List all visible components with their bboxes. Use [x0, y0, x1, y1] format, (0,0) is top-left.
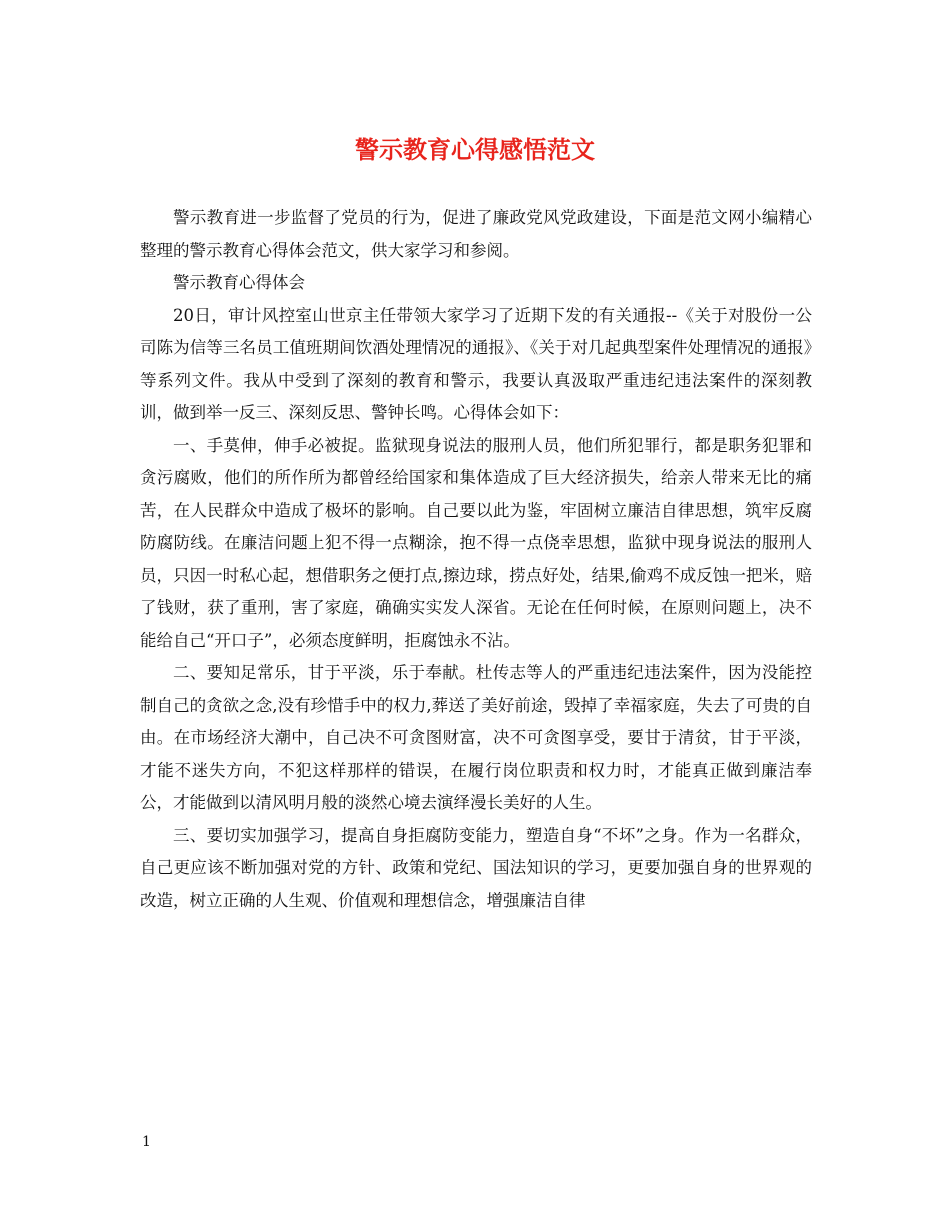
body-paragraph: 二、要知足常乐，甘于平淡，乐于奉献。杜传志等人的严重违纪违法案件，因为没能控制自己的贪欲之念,没有珍惜手中的权力,葬送了美好前途，毁掉了幸福家庭，失去了可贵的自由。在市场经济大潮中，自己决不可贪图财富，决不可贪图享受，要甘于清贫，甘于平淡，才能不迷失方向，不犯这样那样的错误，在履行岗位职责和权力时，才能真正做到廉洁奉公，才能做到以清风明月般的淡然心境去演绎漫长美好的人生。 — [140, 663, 812, 812]
page-number: 1 — [142, 1134, 151, 1150]
intro-paragraph: 警示教育进一步监督了党员的行为，促进了廉政党风党政建设，下面是范文网小编精心整理的警示教育心得体会范文，供大家学习和参阅。 — [140, 208, 812, 260]
section-heading: 警示教育心得体会 — [173, 273, 305, 292]
body-paragraph: 20日，审计风控室山世京主任带领大家学习了近期下发的有关通报--《关于对股份一公司陈为信等三名员工值班期间饮酒处理情况的通报》、《关于对几起典型案件处理情况的通报》等系列文件。我从中受到了深刻的教育和警示，我要认真汲取严重违纪违法案件的深刻教训，做到举一反三、深刻反思、警钟长鸣。心得体会如下： — [140, 305, 812, 422]
document-body — [140, 202, 812, 917]
body-paragraph: 三、要切实加强学习，提高自身拒腐防变能力，塑造自身“不坏”之身。作为一名群众，自己更应该不断加强对党的方针、政策和党纪、国法知识的学习，更要加强自身的世界观的改造，树立正确的人生观、价值观和理想信念，增强廉洁自律 — [140, 825, 812, 910]
document-title: 警示教育心得感悟范文 — [355, 135, 595, 164]
body-paragraph: 一、手莫伸，伸手必被捉。监狱现身说法的服刑人员，他们所犯罪行，都是职务犯罪和贪污腐败，他们的所作所为都曾经给国家和集体造成了巨大经济损失，给亲人带来无比的痛苦，在人民群众中造成了极坏的影响。自己要以此为鉴，牢固树立廉洁自律思想，筑牢反腐防腐防线。在廉洁问题上犯不得一点糊涂，抱不得一点侥幸思想，监狱中现身说法的服刑人员，只因一时私心起，想借职务之便打点,擦边球，捞点好处，结果,偷鸡不成反蚀一把米，赔了钱财，获了重刑，害了家庭，确确实实发人深省。无论在任何时候，在原则问题上，决不能给自己“开口子”，必须态度鲜明，拒腐蚀永不沾。 — [140, 435, 812, 650]
